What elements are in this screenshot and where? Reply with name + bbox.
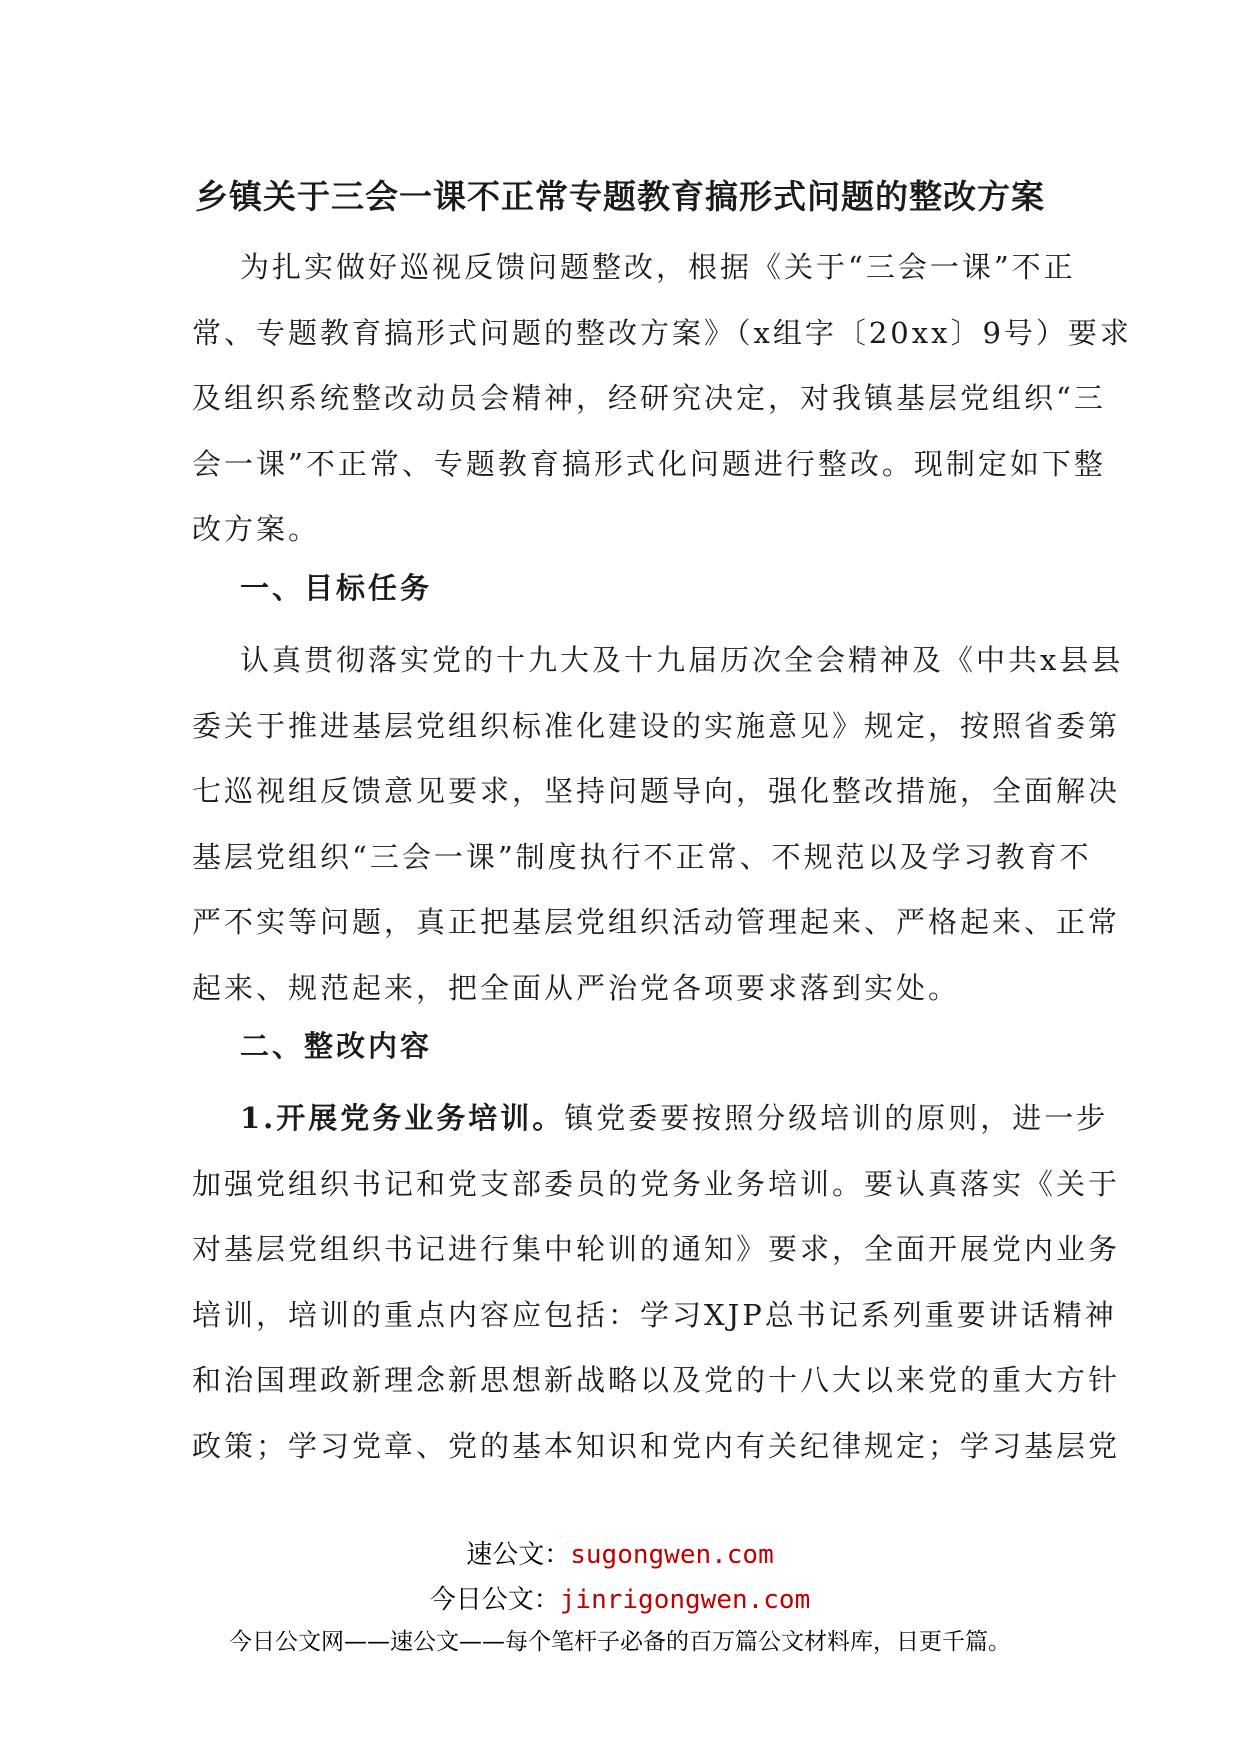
footer-label-jinrigongwen: 今日公文： xyxy=(429,1585,560,1615)
goals-line: 基层党组织“三会一课”制度执行不正常、不规范以及学习教育不 xyxy=(192,839,1092,874)
intro-line: 常、专题教育搞形式问题的整改方案》（x组字〔20xx〕9号）要求 xyxy=(192,315,1132,350)
intro-line: 改方案。 xyxy=(192,512,321,546)
footer-slogan-text: 今日公文网——速公文——每个笔杆子必备的百万篇公文材料库，日更千篇。 xyxy=(229,1629,1011,1655)
footer-link-sugongwen[interactable]: sugongwen.com xyxy=(570,1540,774,1570)
intro-line: 及组织系统整改动员会精神，经研究决定，对我镇基层党组织“三 xyxy=(192,381,1106,415)
goals-line: 认真贯彻落实党的十九大及十九届历次全会精神及《中共x县县 xyxy=(240,643,1124,677)
content-line-first xyxy=(192,1086,1109,1152)
footer-sugongwen xyxy=(0,1537,1240,1573)
footer-slogan xyxy=(0,1626,1240,1658)
content-line: 对基层党组织书记进行集中轮训的通知》要求，全面开展党内业务 xyxy=(192,1232,1121,1266)
intro-line: 会一课”不正常、专题教育搞形式化问题进行整改。现制定如下整 xyxy=(192,446,1106,481)
content-line: 加强党组织书记和党支部委员的党务业务培训。要认真落实《关于 xyxy=(192,1166,1121,1201)
footer-label-sugongwen: 速公文： xyxy=(466,1540,571,1570)
goals-line: 严不实等问题，真正把基层党组织活动管理起来、严格起来、正常 xyxy=(192,905,1121,939)
content-line: 培训，培训的重点内容应包括：学习XJP总书记系列重要讲话精神 xyxy=(192,1297,1117,1332)
goals-line: 委关于推进基层党组织标准化建设的实施意见》规定，按照省委第 xyxy=(192,708,1121,743)
item-lead-title: 1.开展党务业务培训。 xyxy=(240,1101,565,1135)
goals-line: 七巡视组反馈意见要求，坚持问题导向，强化整改措施，全面解决 xyxy=(192,774,1121,808)
content-paragraph xyxy=(192,1086,1121,1479)
footer-jinrigongwen xyxy=(0,1582,1240,1618)
goals-paragraph xyxy=(192,628,1124,1021)
content-line-rest: 镇党委要按照分级培训的原则，进一步 xyxy=(564,1101,1109,1135)
goals-line: 起来、规范起来，把全面从严治党各项要求落到实处。 xyxy=(192,970,961,1005)
content-line: 政策；学习党章、党的基本知识和党内有关纪律规定；学习基层党 xyxy=(192,1428,1121,1463)
section-heading-goals: 一、目标任务 xyxy=(240,571,433,605)
document-title: 乡镇关于三会一课不正常专题教育搞形式问题的整改方案 xyxy=(195,177,1045,216)
content-line: 和治国理政新理念新思想新战略以及党的十八大以来党的重大方针 xyxy=(192,1363,1121,1397)
intro-line: 为扎实做好巡视反馈问题整改，根据《关于“三会一课”不正 xyxy=(240,250,1076,284)
footer-link-jinrigongwen[interactable]: jinrigongwen.com xyxy=(559,1585,811,1615)
intro-paragraph xyxy=(192,235,1132,563)
section-heading-content: 二、整改内容 xyxy=(240,1029,433,1063)
